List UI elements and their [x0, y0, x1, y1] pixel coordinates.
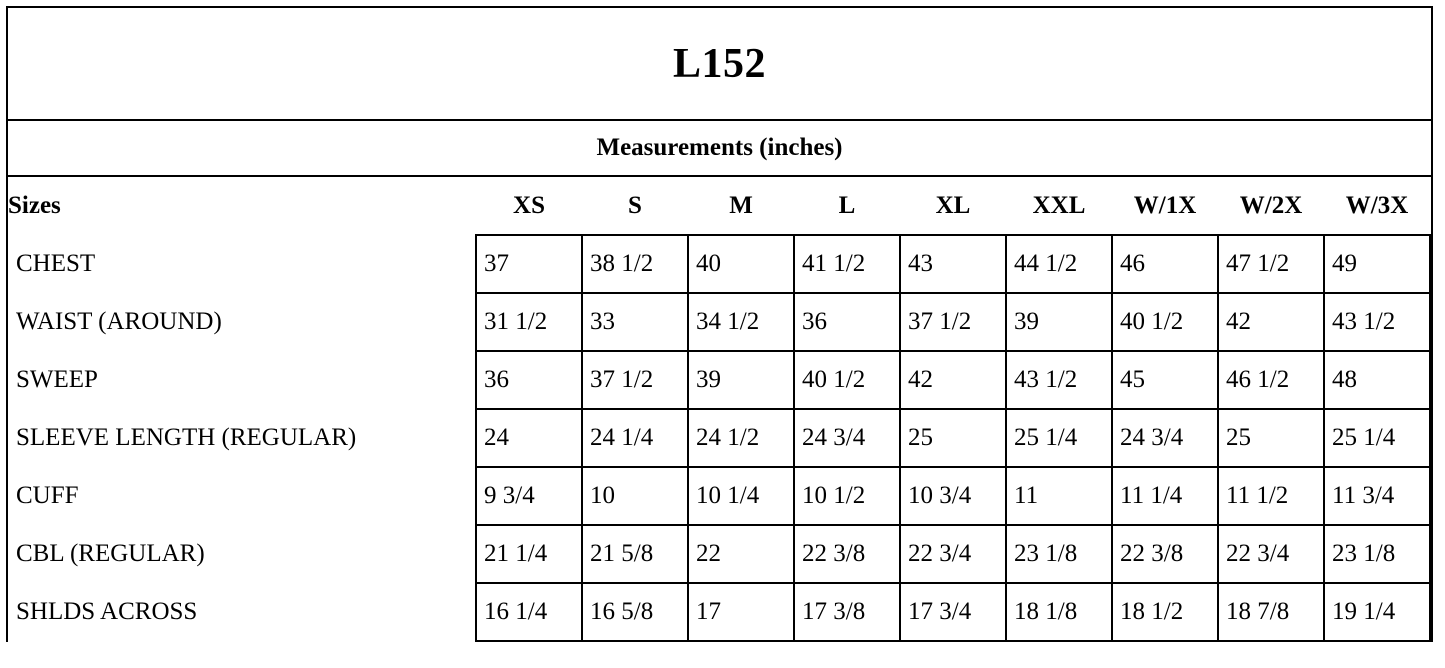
cell-chest-xl: 43: [900, 235, 1006, 293]
cell-cuff-xl: 10 3/4: [900, 467, 1006, 525]
cell-cbl-xxl: 23 1/8: [1006, 525, 1112, 583]
cell-sleeve-xl: 25: [900, 409, 1006, 467]
row-label-waist: WAIST (AROUND): [16, 308, 222, 335]
cell-waist-s: 33: [582, 293, 688, 351]
size-column-header-w1x: W/1X: [1133, 191, 1197, 219]
measurements-table: [8, 177, 1431, 642]
size-column-header-w2x: W/2X: [1239, 191, 1303, 219]
row-label-cbl: CBL (REGULAR): [16, 540, 205, 567]
size-column-header-l: L: [838, 191, 856, 219]
cell-chest-s: 38 1/2: [582, 235, 688, 293]
cell-sleeve-w3x: 25 1/4: [1324, 409, 1430, 467]
cell-shlds-s: 16 5/8: [582, 583, 688, 641]
cell-sleeve-xxl: 25 1/4: [1006, 409, 1112, 467]
cell-shlds-m: 17: [688, 583, 794, 641]
table-row: [8, 583, 1430, 641]
cell-cuff-xs: 9 3/4: [476, 467, 582, 525]
cell-cbl-w3x: 23 1/8: [1324, 525, 1430, 583]
cell-cbl-w2x: 22 3/4: [1218, 525, 1324, 583]
size-column-header-xxl: XXL: [1032, 191, 1086, 219]
document-title-band: [8, 8, 1431, 121]
cell-waist-w2x: 42: [1218, 293, 1324, 351]
cell-cbl-m: 22: [688, 525, 794, 583]
measurements-header-band: [8, 121, 1431, 177]
cell-cuff-w2x: 11 1/2: [1218, 467, 1324, 525]
table-row: [8, 293, 1430, 351]
cell-sweep-w2x: 46 1/2: [1218, 351, 1324, 409]
cell-cuff-w3x: 11 3/4: [1324, 467, 1430, 525]
cell-cbl-w1x: 22 3/8: [1112, 525, 1218, 583]
size-column-header-w3x: W/3X: [1345, 191, 1409, 219]
cell-shlds-l: 17 3/8: [794, 583, 900, 641]
size-chart-sheet: [6, 6, 1433, 642]
cell-cbl-xs: 21 1/4: [476, 525, 582, 583]
cell-waist-xl: 37 1/2: [900, 293, 1006, 351]
cell-sleeve-w1x: 24 3/4: [1112, 409, 1218, 467]
table-row: [8, 235, 1430, 293]
cell-cbl-s: 21 5/8: [582, 525, 688, 583]
table-header-row: [8, 177, 1430, 235]
measurements-header: Measurements (inches): [596, 134, 843, 161]
cell-waist-w3x: 43 1/2: [1324, 293, 1430, 351]
cell-sweep-s: 37 1/2: [582, 351, 688, 409]
row-label-shlds-across: SHLDS ACROSS: [16, 598, 198, 625]
page-title: L152: [672, 40, 766, 87]
row-label-sweep: SWEEP: [16, 366, 98, 393]
sizes-label: Sizes: [8, 192, 61, 219]
cell-sleeve-w2x: 25: [1218, 409, 1324, 467]
cell-sweep-w3x: 48: [1324, 351, 1430, 409]
cell-waist-xxl: 39: [1006, 293, 1112, 351]
cell-sweep-m: 39: [688, 351, 794, 409]
cell-chest-w3x: 49: [1324, 235, 1430, 293]
cell-sleeve-s: 24 1/4: [582, 409, 688, 467]
cell-cbl-xl: 22 3/4: [900, 525, 1006, 583]
cell-sleeve-xs: 24: [476, 409, 582, 467]
size-column-header-s: S: [628, 191, 642, 219]
cell-cuff-m: 10 1/4: [688, 467, 794, 525]
cell-chest-w1x: 46: [1112, 235, 1218, 293]
cell-shlds-w2x: 18 7/8: [1218, 583, 1324, 641]
cell-sweep-xs: 36: [476, 351, 582, 409]
cell-sweep-xxl: 43 1/2: [1006, 351, 1112, 409]
cell-cuff-s: 10: [582, 467, 688, 525]
size-column-header-xs: XS: [513, 191, 545, 219]
cell-shlds-w1x: 18 1/2: [1112, 583, 1218, 641]
cell-waist-w1x: 40 1/2: [1112, 293, 1218, 351]
cell-cbl-l: 22 3/8: [794, 525, 900, 583]
cell-shlds-w3x: 19 1/4: [1324, 583, 1430, 641]
cell-sweep-w1x: 45: [1112, 351, 1218, 409]
cell-waist-l: 36: [794, 293, 900, 351]
cell-cuff-l: 10 1/2: [794, 467, 900, 525]
cell-cuff-xxl: 11: [1006, 467, 1112, 525]
cell-sweep-xl: 42: [900, 351, 1006, 409]
cell-waist-m: 34 1/2: [688, 293, 794, 351]
cell-chest-xs: 37: [476, 235, 582, 293]
row-label-sleeve-length: SLEEVE LENGTH (REGULAR): [16, 424, 357, 451]
cell-sleeve-m: 24 1/2: [688, 409, 794, 467]
table-row: [8, 351, 1430, 409]
cell-sleeve-l: 24 3/4: [794, 409, 900, 467]
cell-waist-xs: 31 1/2: [476, 293, 582, 351]
cell-chest-xxl: 44 1/2: [1006, 235, 1112, 293]
table-row: [8, 409, 1430, 467]
cell-shlds-xl: 17 3/4: [900, 583, 1006, 641]
row-label-chest: CHEST: [16, 250, 96, 277]
cell-chest-w2x: 47 1/2: [1218, 235, 1324, 293]
size-column-header-m: M: [729, 191, 753, 219]
table-row: [8, 467, 1430, 525]
size-column-header-xl: XL: [935, 191, 971, 219]
cell-shlds-xs: 16 1/4: [476, 583, 582, 641]
row-label-cuff: CUFF: [16, 482, 79, 509]
cell-cuff-w1x: 11 1/4: [1112, 467, 1218, 525]
cell-shlds-xxl: 18 1/8: [1006, 583, 1112, 641]
cell-chest-l: 41 1/2: [794, 235, 900, 293]
cell-chest-m: 40: [688, 235, 794, 293]
cell-sweep-l: 40 1/2: [794, 351, 900, 409]
table-row: [8, 525, 1430, 583]
